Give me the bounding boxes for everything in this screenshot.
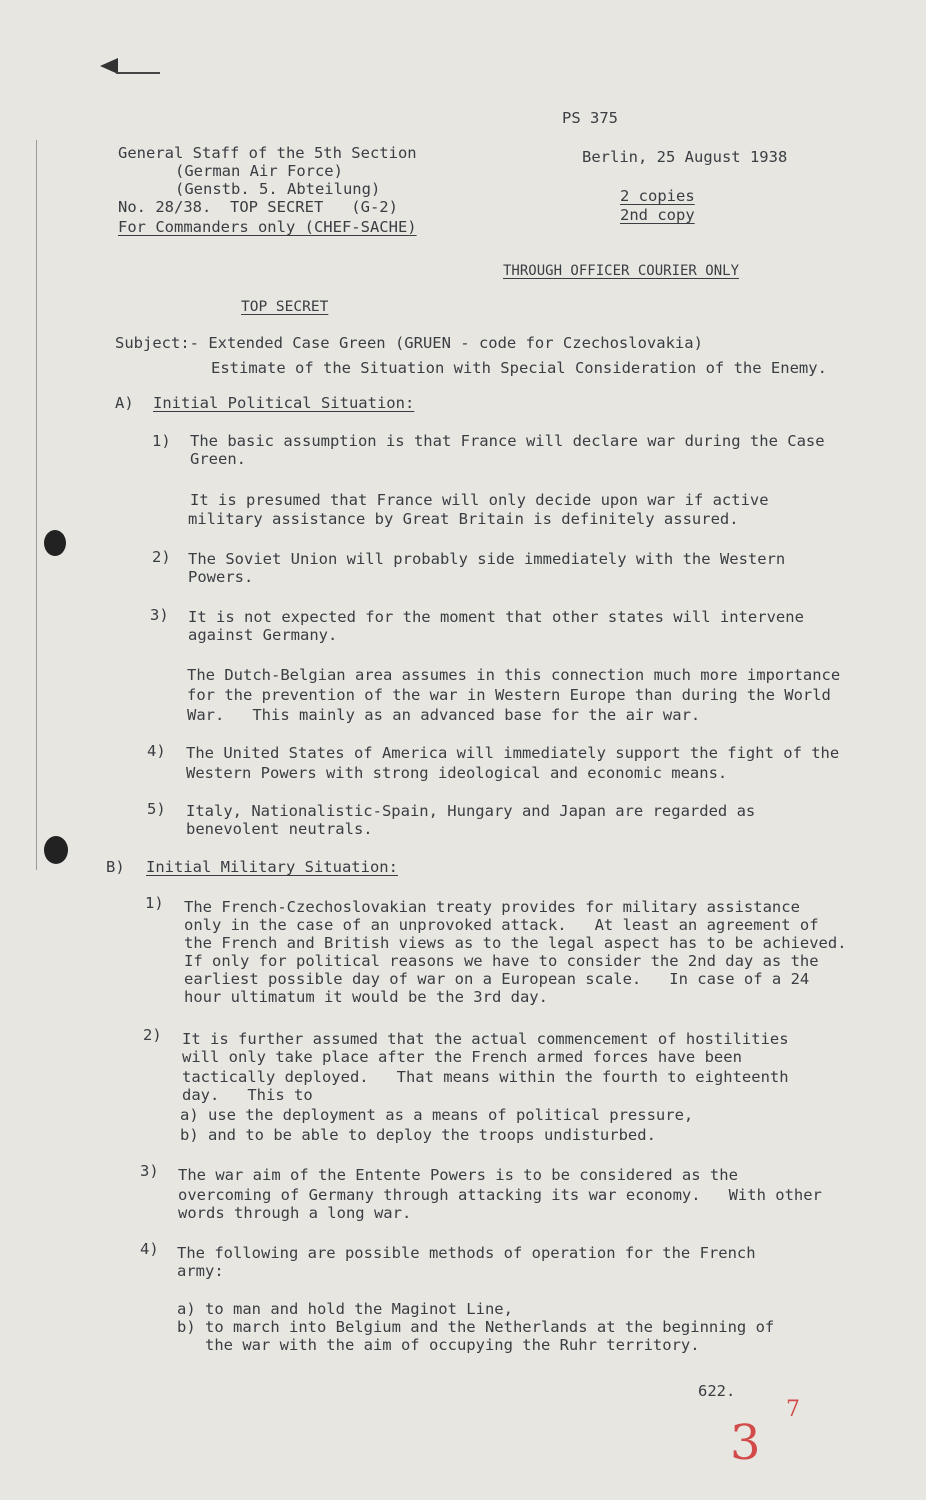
section-b-title: Initial Military Situation:	[146, 858, 398, 876]
page-reference: 622.	[698, 1382, 736, 1400]
punch-hole-bottom	[44, 836, 68, 864]
margin-rule	[36, 140, 37, 870]
a-item-5-line-2: benevolent neutrals.	[186, 820, 373, 838]
b-item-4a-line-3: the war with the aim of occupying the Ruhr territory.	[177, 1336, 700, 1354]
org-line-3: (Genstb. 5. Abteilung)	[175, 180, 381, 198]
a-item-2-line-2: Powers.	[188, 568, 254, 586]
a-item-1-line-2: Green.	[190, 450, 246, 468]
a-item-1b-line-2: military assistance by Great Britain is definitely assured.	[188, 510, 739, 528]
b-item-2-line-1: It is further assumed that the actual commencement of hostilities	[182, 1030, 789, 1048]
handwritten-mark: 7	[786, 1397, 800, 1422]
b-item-1-line-5: earliest possible day of war on a European scale. In case of a 24	[184, 970, 810, 988]
b-item-2-num: 2)	[143, 1026, 162, 1044]
section-b-marker: B)	[106, 858, 125, 876]
b-item-3-num: 3)	[140, 1162, 159, 1180]
a-item-4-line-2: Western Powers with strong ideological and economic means.	[186, 764, 728, 782]
a-item-1-num: 1)	[152, 432, 171, 450]
section-a-title: Initial Political Situation:	[153, 394, 415, 412]
a-item-1b-line-1: It is presumed that France will only decide upon war if active	[190, 491, 769, 509]
place-date: Berlin, 25 August 1938	[582, 148, 788, 166]
section-a-marker: A)	[115, 394, 134, 412]
b-item-4a-line-1: a) to man and hold the Maginot Line,	[177, 1300, 513, 1318]
b-item-4-line-2: army:	[177, 1262, 224, 1280]
b-item-2-line-2: will only take place after the French armed forces have been	[182, 1048, 742, 1066]
b-item-4-line-1: The following are possible methods of operation for the French	[177, 1244, 756, 1262]
courier-note: THROUGH OFFICER COURIER ONLY	[503, 263, 740, 279]
a-item-3b-line-3: War. This mainly as an advanced base for the air war.	[187, 706, 701, 724]
b-item-1-line-2: only in the case of an unprovoked attack. At least an agreement of	[184, 916, 819, 934]
b-item-1-num: 1)	[145, 894, 164, 912]
document-reference: PS 375	[562, 109, 618, 127]
a-item-3-line-2: against Germany.	[188, 626, 338, 644]
subject-line-2: Estimate of the Situation with Special Consideration of the Enemy.	[211, 359, 827, 377]
b-item-2-line-3: tactically deployed. That means within the fourth to eighteenth	[182, 1068, 789, 1086]
a-item-3b-line-1: The Dutch-Belgian area assumes in this connection much more importance	[187, 666, 841, 684]
a-item-4-line-1: The United States of America will immediately support the fight of the	[186, 744, 840, 762]
org-line-4: No. 28/38. TOP SECRET (G-2)	[118, 198, 398, 216]
handwritten-page-number: 3	[730, 1415, 761, 1471]
b-item-3-line-1: The war aim of the Entente Powers is to be considered as the	[178, 1166, 738, 1184]
a-item-5-num: 5)	[147, 800, 166, 818]
a-item-2-num: 2)	[152, 548, 171, 566]
b-item-1-line-6: hour ultimatum it would be the 3rd day.	[184, 988, 548, 1006]
a-item-3-num: 3)	[150, 606, 169, 624]
punch-hole-top	[44, 530, 66, 556]
copies-count: 2 copies	[620, 187, 695, 205]
a-item-3b-line-2: for the prevention of the war in Western Europe than during the World	[187, 686, 831, 704]
a-item-4-num: 4)	[147, 742, 166, 760]
a-item-5-line-1: Italy, Nationalistic-Spain, Hungary and Japan are regarded as	[186, 802, 756, 820]
b-item-1-line-1: The French-Czechoslovakian treaty provides for military assistance	[184, 898, 800, 916]
org-line-1: General Staff of the 5th Section	[118, 144, 417, 162]
b-item-1-line-3: the French and British views as to the legal aspect has to be achieved.	[184, 934, 847, 952]
b-item-3-line-3: words through a long war.	[178, 1204, 412, 1222]
a-item-2-line-1: The Soviet Union will probably side immediately with the Western	[188, 550, 786, 568]
org-line-5: For Commanders only (CHEF-SACHE)	[118, 218, 417, 236]
b-item-1-line-4: If only for political reasons we have to consider the 2nd day as the	[184, 952, 819, 970]
b-item-4-num: 4)	[140, 1240, 159, 1258]
a-item-3-line-1: It is not expected for the moment that other states will intervene	[188, 608, 804, 626]
b-item-2-line-5: a) use the deployment as a means of political pressure,	[180, 1106, 694, 1124]
b-item-2-line-6: b) and to be able to deploy the troops undisturbed.	[180, 1126, 656, 1144]
b-item-3-line-2: overcoming of Germany through attacking its war economy. With other	[178, 1186, 822, 1204]
b-item-4a-line-2: b) to march into Belgium and the Netherlands at the beginning of	[177, 1318, 775, 1336]
subject-line-1: Subject:- Extended Case Green (GRUEN - code for Czechoslovakia)	[115, 334, 703, 352]
a-item-1-line-1: The basic assumption is that France will declare war during the Case	[190, 432, 825, 450]
copy-number: 2nd copy	[620, 206, 695, 224]
org-line-2: (German Air Force)	[175, 162, 343, 180]
b-item-2-line-4: day. This to	[182, 1086, 313, 1104]
classification: TOP SECRET	[241, 299, 329, 315]
arrow-mark-tail	[116, 72, 160, 74]
